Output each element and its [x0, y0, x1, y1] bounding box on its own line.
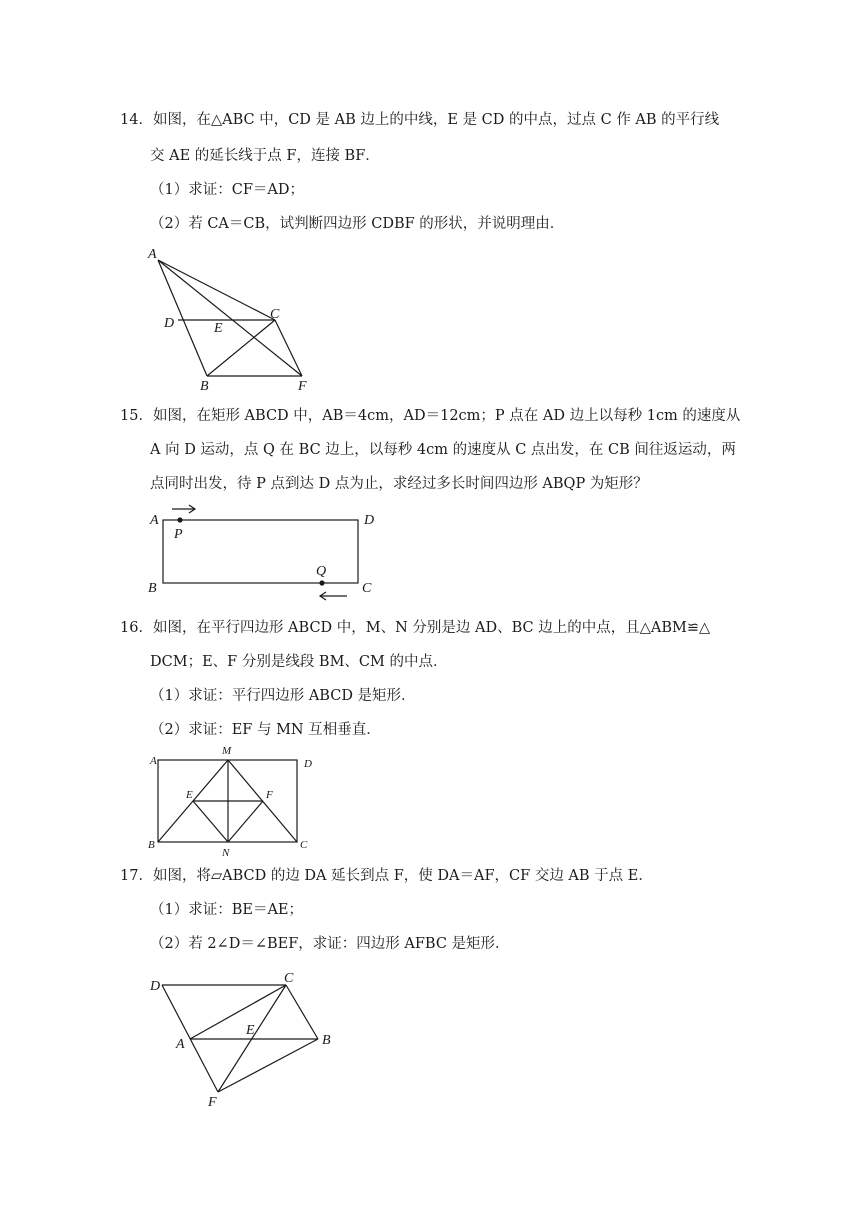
- label-F: F: [266, 789, 273, 801]
- label-A: A: [148, 247, 157, 262]
- point-Q: [319, 580, 324, 585]
- problem-16-part-1: （1）求证：平行四边形 ABCD 是矩形．: [150, 688, 416, 704]
- label-C: C: [270, 307, 280, 322]
- label-B: B: [200, 379, 209, 392]
- label-D: D: [164, 316, 175, 331]
- label-D: D: [364, 513, 375, 528]
- problem-16-part-2: （2）求证：EF 与 MN 互相垂直．: [150, 722, 381, 738]
- problem-17-line-1: 17．如图，将▱ABCD 的边 DA 延长到点 F，使 DA＝AF，CF 交边 AB 于点 E．: [120, 868, 653, 884]
- label-B: B: [148, 839, 155, 851]
- label-F: F: [298, 379, 307, 392]
- problem-15-line-1: 15．如图，在矩形 ABCD 中，AB＝4cm，AD＝12cm；P 点在 AD 边上以每秒 1cm 的速度从: [120, 408, 741, 424]
- problem-14-line-2: 交 AE 的延长线于点 F，连接 BF．: [150, 148, 380, 164]
- figure-17: [140, 968, 340, 1113]
- label-E: E: [246, 1023, 255, 1038]
- label-F: F: [208, 1095, 217, 1110]
- label-N: N: [222, 847, 230, 859]
- point-P: [177, 517, 182, 522]
- label-B: B: [322, 1033, 331, 1048]
- problem-14-line-1: 14．如图，在△ABC 中，CD 是 AB 边上的中线，E 是 CD 的中点，过点 C 作 AB 的平行线: [120, 112, 720, 128]
- label-C: C: [362, 581, 372, 596]
- problem-14-part-1: （1）求证：CF＝AD；: [150, 182, 304, 198]
- label-Q: Q: [316, 564, 327, 579]
- problem-15-line-2: A 向 D 运动，点 Q 在 BC 边上，以每秒 4cm 的速度从 C 点出发，在 CB 间往返运动，两: [150, 442, 736, 458]
- label-D: D: [150, 979, 161, 994]
- label-A: A: [150, 513, 159, 528]
- problem-14-part-2: （2）若 CA＝CB，试判断四边形 CDBF 的形状，并说明理由．: [150, 216, 565, 232]
- label-E: E: [214, 321, 223, 336]
- problem-16-line-2: DCM；E、F 分别是线段 BM、CM 的中点．: [150, 654, 448, 670]
- label-A: A: [176, 1037, 185, 1052]
- label-P: P: [174, 527, 183, 542]
- label-A: A: [150, 755, 157, 767]
- label-D: D: [304, 758, 312, 770]
- label-C: C: [300, 839, 308, 851]
- label-M: M: [222, 745, 232, 757]
- figure-15: [140, 500, 390, 605]
- label-B: B: [148, 581, 157, 596]
- figure-16: [140, 742, 340, 860]
- problem-15-line-3: 点同时出发，待 P 点到达 D 点为止，求经过多长时间四边形 ABQP 为矩形？: [150, 476, 648, 492]
- label-C: C: [284, 971, 294, 986]
- label-E: E: [186, 789, 193, 801]
- problem-16-line-1: 16．如图，在平行四边形 ABCD 中，M、N 分别是边 AD、BC 边上的中点，且△ABM≌△: [120, 620, 711, 636]
- problem-17-part-1: （1）求证：BE＝AE；: [150, 902, 304, 918]
- problem-17-part-2: （2）若 2∠D＝∠BEF，求证：四边形 AFBC 是矩形．: [150, 936, 510, 952]
- figure-14: [140, 240, 330, 392]
